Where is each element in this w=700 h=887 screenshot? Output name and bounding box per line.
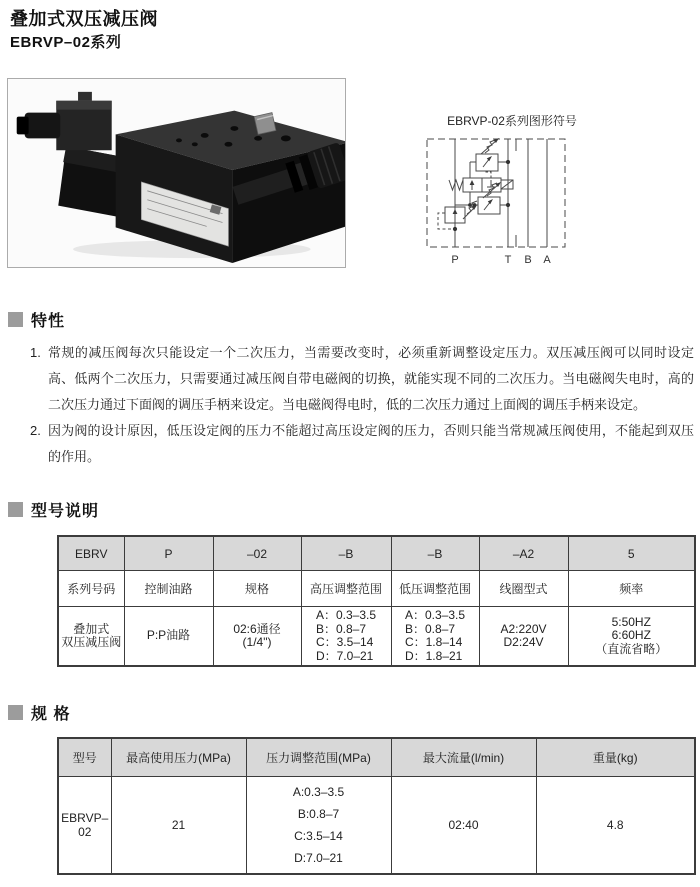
label-cell: 规格: [213, 571, 301, 607]
spec-header-row: [58, 738, 695, 777]
detail-cell: A：0.3–3.5 B：0.8–7 C：3.5–14 D：7.0–21: [301, 607, 391, 667]
model-code-section: [8, 498, 694, 667]
port-label-b: B: [524, 254, 532, 266]
spec-header-cell: 型号: [58, 738, 111, 777]
code-cell: –B: [391, 536, 479, 571]
port-label-a: A: [543, 254, 551, 266]
detail-cell: 5:50HZ 6:60HZ （直流省略）: [568, 607, 695, 667]
page-title: 叠加式双压减压阀: [10, 9, 158, 29]
port-label-t: T: [504, 254, 512, 266]
detail-cell: 叠加式 双压减压阀: [58, 607, 124, 667]
label-cell: 线圈型式: [479, 571, 568, 607]
diagram-title: EBRVP-02系列图形符号: [447, 114, 577, 128]
spec-table: [57, 737, 696, 875]
model-label-row: [58, 571, 695, 607]
detail-cell: 02:6通径 (1/4"): [213, 607, 301, 667]
product-photo: [7, 78, 346, 268]
label-cell: 系列号码: [58, 571, 124, 607]
code-cell: EBRV: [58, 536, 124, 571]
spec-header-cell: 最大流量(l/min): [391, 738, 536, 777]
hydraulic-symbol-diagram: [423, 135, 598, 267]
spec-weight-cell: 4.8: [536, 777, 695, 875]
spec-heading: 规 格: [31, 706, 71, 723]
label-cell: 控制油路: [124, 571, 213, 607]
spec-range-cell: A:0.3–3.5 B:0.8–7 C:3.5–14 D:7.0–21: [246, 777, 391, 875]
detail-cell: A：0.3–3.5 B：0.8–7 C：1.8–14 D：1.8–21: [391, 607, 479, 667]
spec-header-cell: 压力调整范围(MPa): [246, 738, 391, 777]
section-marker-icon: [8, 705, 23, 720]
code-cell: P: [124, 536, 213, 571]
spec-header-cell: 重量(kg): [536, 738, 695, 777]
features-section: [8, 308, 694, 470]
spec-header-cell: 最高使用压力(MPa): [111, 738, 246, 777]
label-cell: 低压调整范围: [391, 571, 479, 607]
feature-item: [30, 340, 694, 418]
detail-cell: P:P油路: [124, 607, 213, 667]
features-list: [8, 340, 694, 470]
code-cell: 5: [568, 536, 695, 571]
label-cell: 高压调整范围: [301, 571, 391, 607]
feature-number: 2.: [30, 423, 41, 438]
section-marker-icon: [8, 502, 23, 517]
features-heading: 特性: [31, 313, 66, 330]
page-subtitle: EBRVP–02系列: [10, 34, 122, 51]
section-marker-icon: [8, 312, 23, 327]
feature-text: 常规的减压阀每次只能设定一个二次压力，当需要改变时，必须重新调整设定压力。双压减压阀可以同时设定高、低两个二次压力，只需要通过减压阀自带电磁阀的切换，就能实现不同的二次压力。当电磁阀失电时，高的二次压力通过下面阀的调压手柄来设定。当电磁阀得电时，低的二次压力通过上面阀的调压手柄来设定。: [48, 345, 694, 412]
spec-model-cell: EBRVP–02: [58, 777, 111, 875]
model-code-table: [57, 535, 696, 667]
symbol-diagram-block: [423, 112, 601, 267]
code-cell: –A2: [479, 536, 568, 571]
model-code-heading: 型号说明: [31, 503, 100, 520]
label-cell: 频率: [568, 571, 695, 607]
model-detail-row: [58, 607, 695, 667]
port-label-p: P: [451, 254, 459, 266]
feature-text: 因为阀的设计原因，低压设定阀的压力不能超过高压设定阀的压力，否则只能当常规减压阀使用，不能起到双压的作用。: [48, 423, 694, 464]
spec-max-flow-cell: 02:40: [391, 777, 536, 875]
product-photo-illustration: [8, 79, 345, 267]
code-cell: –B: [301, 536, 391, 571]
code-cell: –02: [213, 536, 301, 571]
spec-data-row: [58, 777, 695, 875]
spec-section: [8, 701, 694, 875]
detail-cell: A2:220V D2:24V: [479, 607, 568, 667]
spec-max-pressure-cell: 21: [111, 777, 246, 875]
feature-number: 1.: [30, 345, 41, 360]
model-code-row: [58, 536, 695, 571]
feature-item: [30, 418, 694, 470]
